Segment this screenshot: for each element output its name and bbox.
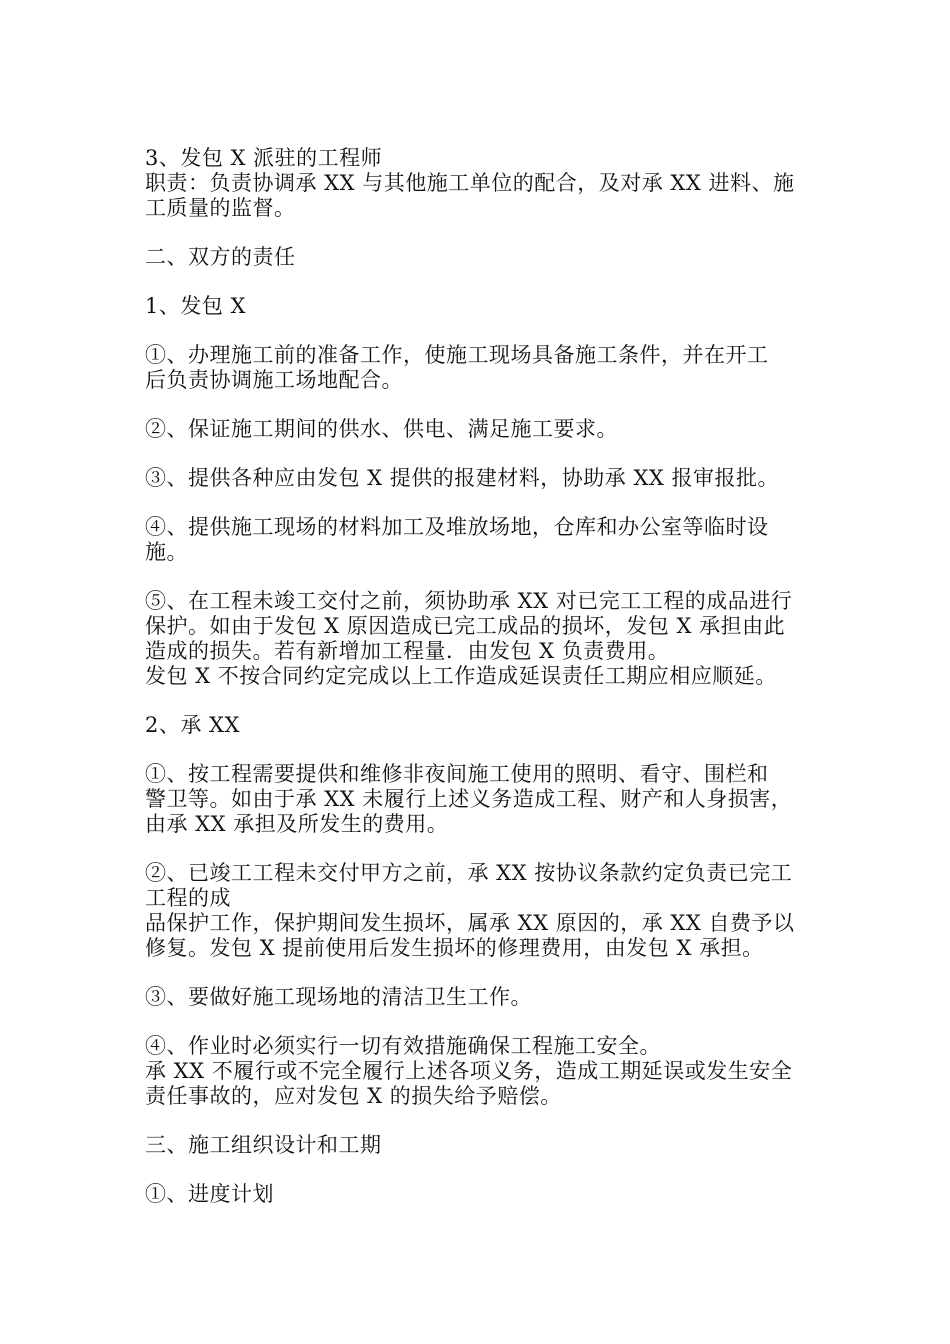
text-line: 修复。发包 X 提前使用后发生损坏的修理费用，由发包 X 承担。 — [145, 936, 764, 960]
text-line: ②、保证施工期间的供水、供电、满足施工要求。 — [145, 417, 618, 441]
text-line: ③、提供各种应由发包 X 提供的报建材料，协助承 XX 报审报批。 — [145, 466, 780, 490]
text-line: 二、双方的责任 — [145, 245, 296, 269]
list-item-employer-4 — [145, 515, 813, 565]
list-item-employer-5 — [145, 589, 813, 689]
text-line: 工质量的监督。 — [145, 196, 296, 220]
text-line: 2、承 XX — [145, 713, 240, 737]
text-line: 1、发包 X — [145, 294, 246, 318]
list-item-employer-2 — [145, 417, 813, 442]
text-line: ②、已竣工工程未交付甲方之前，承 XX 按协议条款约定负责已完工 — [145, 861, 793, 885]
section-heading-responsibilities — [145, 245, 813, 270]
subsection-heading-contractor — [145, 713, 813, 738]
text-line: 三、施工组织设计和工期 — [145, 1133, 382, 1157]
document-body — [145, 146, 813, 1207]
text-line: ⑤、在工程未竣工交付之前，须协助承 XX 对已完工工程的成品进行 — [145, 589, 793, 613]
list-item-contractor-2 — [145, 861, 813, 961]
text-line: 保护。如由于发包 X 原因造成已完工成品的损坏，发包 X 承担由此 — [145, 614, 786, 638]
text-line: ①、办理施工前的准备工作，使施工现场具备施工条件，并在开工 — [145, 343, 769, 367]
text-line: 责任事故的，应对发包 X 的损失给予赔偿。 — [145, 1084, 562, 1108]
text-line: ④、作业时必须实行一切有效措施确保工程施工安全。 — [145, 1034, 661, 1058]
list-item-contractor-4 — [145, 1034, 813, 1109]
list-item-contractor-3 — [145, 985, 813, 1010]
text-line: ④、提供施工现场的材料加工及堆放场地，仓库和办公室等临时设 — [145, 515, 769, 539]
paragraph-engineer-duties — [145, 146, 813, 221]
text-line: 施。 — [145, 540, 188, 564]
text-line: ①、进度计划 — [145, 1182, 274, 1206]
subsection-heading-employer — [145, 294, 813, 319]
list-item-contractor-1 — [145, 762, 813, 837]
list-item-employer-3 — [145, 466, 813, 491]
text-line: 造成的损失。若有新增加工程量．由发包 X 负责费用。 — [145, 639, 670, 663]
text-line: 3、发包 X 派驻的工程师 — [145, 146, 383, 170]
text-line: 后负责协调施工场地配合。 — [145, 368, 403, 392]
text-line: 品保护工作，保护期间发生损坏，属承 XX 原因的，承 XX 自费予以 — [145, 911, 795, 935]
text-line: 发包 X 不按合同约定完成以上工作造成延误责任工期应相应顺延。 — [145, 664, 777, 688]
text-line: ③、要做好施工现场地的清洁卫生工作。 — [145, 985, 532, 1009]
text-line: 警卫等。如由于承 XX 未履行上述义务造成工程、财产和人身损害， — [145, 787, 793, 811]
section-heading-construction-design — [145, 1133, 813, 1158]
list-item-employer-1 — [145, 343, 813, 393]
list-item-schedule — [145, 1182, 813, 1207]
text-line: 工程的成 — [145, 886, 231, 910]
text-line: 承 XX 不履行或不完全履行上述各项义务，造成工期延误或发生安全 — [145, 1059, 793, 1083]
text-line: 职责：负责协调承 XX 与其他施工单位的配合，及对承 XX 进料、施 — [145, 171, 795, 195]
text-line: ①、按工程需要提供和维修非夜间施工使用的照明、看守、围栏和 — [145, 762, 769, 786]
text-line: 由承 XX 承担及所发生的费用。 — [145, 812, 449, 836]
